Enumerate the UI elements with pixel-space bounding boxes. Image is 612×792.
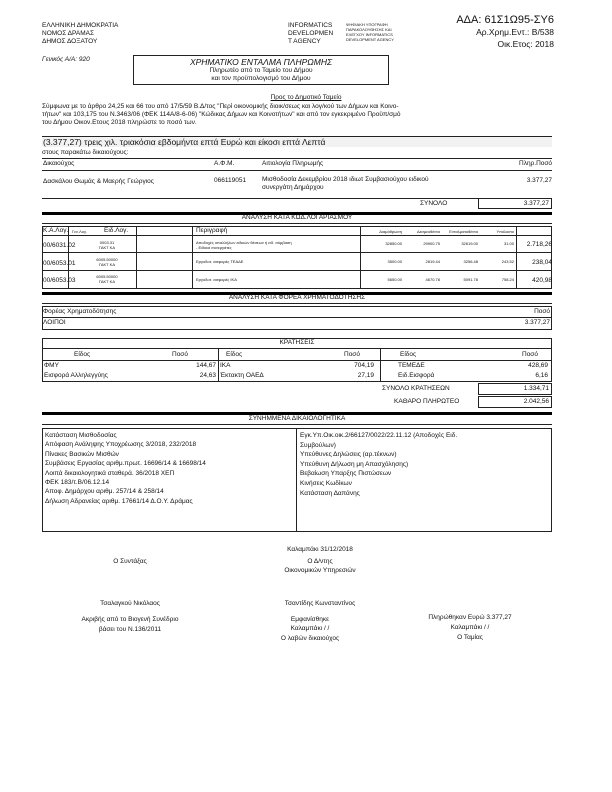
analysis-title: ΑΝΑΛΥΣΗ ΚΑΤΑ ΚΩΔ.ΛΟΓΑΡΙΑΣΜΟΥ: [241, 214, 353, 221]
committed-value: 4670.78: [425, 277, 440, 282]
deduction-col-amount: Ποσό: [522, 351, 538, 358]
col-remaining: Υπόλοιπο: [496, 229, 514, 234]
beneficiaries-total: 3.377,27: [523, 200, 549, 207]
description-line: Εργοδοτ. εισφορές ΤΕΑΔΕ: [196, 259, 244, 264]
prepared-by-name: Τσαλαγκού Νικόλαος: [100, 600, 160, 607]
agency-line: T AGENCY: [288, 38, 321, 45]
paid-place-date: Καλαμπάκι / /: [450, 624, 490, 631]
account-sub: [82, 257, 132, 267]
committed-value: 2819.44: [425, 259, 440, 264]
deduction-kind: Έκτακτη ΟΑΕΔ: [220, 372, 264, 379]
digital-signature-stamp: ΨΗΦΙΑΚΗ ΥΠΟΓΡΑΦΗ ΠΑΡΑΚΟΛΟΥΘΗΣΗΣ ΚΑΙ ΕΛΕΓΧΟΥ INFORMATICS DEVELOPMENT AGENCY: [346, 22, 394, 42]
account-amount: 2.718,26: [526, 241, 552, 248]
agency-block: [288, 22, 348, 46]
document-item: ΦΕΚ 183/τ.Β/06.12.14: [45, 479, 110, 487]
document-item: Κατάσταση Δαπάνης: [300, 489, 360, 497]
issuer-line: ΝΟΜΟΣ ΔΡΑΜΑΣ: [42, 30, 94, 37]
deduction-kind: ΙΚΑ: [220, 362, 231, 369]
col-account-code: Κ.Α.Λογ.: [43, 227, 69, 234]
deductions-table: [42, 348, 552, 382]
remaining-value: 31.00: [503, 241, 514, 246]
col-beneficiary: Δικαιούχος: [43, 160, 75, 167]
documents-title: ΣΥΝΗΜΜΕΝΑ ΔΙΚΑΙΟΛΟΓΗΤΙΚΑ: [248, 415, 346, 422]
deduction-amount: 428,69: [528, 362, 548, 369]
col-amount: Πληρ.Ποσό: [519, 160, 552, 167]
beneficiary-afm: 066119051: [214, 177, 247, 184]
funding-head-right: Ποσό: [534, 308, 550, 315]
beneficiary-reason: [262, 176, 477, 192]
warranted-value: 3256.48: [463, 259, 478, 264]
col-specific-account: Ειδ.Λογ.: [104, 227, 129, 234]
document-item: Δήλωση Αδρανείας αριθμ. 17661/14 Δ.Ο.Υ. Δράμας: [45, 497, 193, 505]
account-sub-line: ΓΑΚΤ ΚΑ: [99, 245, 115, 250]
budget-value: 5650.00: [387, 277, 402, 282]
deduction-kind: ΦΜΥ: [44, 362, 59, 369]
col-committed: Δεσμευθέντα: [416, 229, 440, 234]
deduction-kind: Εισφορά Αλληλεγγύης: [44, 372, 108, 379]
excerpt-line-1: Ακριβής από το Βιογενή Συνέδριο: [81, 616, 179, 623]
account-sub-line: 6005.50000: [96, 274, 118, 279]
funding-source: ΛΟΙΠΟΙ: [43, 319, 66, 326]
account-sub-line: ΓΑΚΤ ΚΑ: [99, 279, 115, 284]
issuer-block: [42, 22, 152, 46]
amount-in-words: (3.377,27) τρεις χιλ. τριακόσια εβδομήντα επτά Ευρώ και είκοσι επτά Λεπτά: [43, 137, 326, 147]
col-reason: Αιτιολογία Πληρωμής: [262, 160, 324, 167]
funding-table: [42, 306, 552, 330]
document-item: Πίνακες Βασικών Μισθών: [45, 450, 119, 458]
remaining-value: 758.24: [501, 277, 514, 282]
paid-line: Πληρώθηκαν Ευρώ 3.377,27: [428, 614, 512, 621]
account-amount: 420,98: [532, 277, 552, 284]
description-line: Εργοδοτ. εισφορές ΙΚΑ: [196, 277, 237, 282]
account-sub-line: 0003.31: [99, 240, 115, 245]
document-item: Υπεύθυνες Δηλώσεις (αρ.τέκνων): [300, 451, 397, 459]
documents-left: [45, 431, 293, 506]
document-item: Εγκ.Υπ.Οικ.οικ.2/66127/0022/22.11.12 (Αποδοχές Ειδ.: [300, 432, 458, 439]
funding-title: ΑΝΑΛΥΣΗ ΚΑΤΑ ΦΟΡΕΑ ΧΡΗΜΑΤΟΔΟΤΗΣΗΣ: [228, 294, 366, 301]
deduction-amount: 6,16: [535, 372, 548, 379]
prepared-by-title: Ο Συντάξας: [113, 558, 147, 565]
document-item: Απόφαση Ανάληψης Υποχρέωσης 3/2018, 232/2018: [45, 441, 197, 449]
description-line: - Ειδικοί συνεργάτες: [196, 245, 232, 250]
document-item: Κατάσταση Μισθοδοσίας: [45, 432, 117, 439]
documents-right: [300, 431, 550, 498]
budget-value: 3500.00: [387, 259, 402, 264]
agency-line: INFORMATICS: [288, 22, 333, 29]
beneficiary-name: Δασκάλου Θωμάς & Μαερής Γεώργιος: [43, 178, 154, 185]
account-description: [196, 277, 358, 282]
director-name: Τσαντίδης Κωνσταντίνος: [284, 600, 356, 607]
col-general-account: Γεν.Λογ.: [72, 229, 88, 234]
net-payable-box: [478, 396, 552, 408]
director-title: Ο Δ/ντης: [307, 558, 333, 565]
deductions-total-box: [478, 383, 552, 395]
document-item: Αποφ. Δημάρχου αριθμ. 257/14 & 258/14: [45, 488, 164, 496]
intro-line: τήτων" και 103,175 του Ν.3463/06 (ΦΕΚ 114Α/8-6-06) "Κώδικας Δήμων και Κοινοτήτων" και από τον εγκεκριμένο Προϋπ/σμό: [42, 111, 401, 118]
account-sub: [82, 240, 132, 250]
document-title: ΧΡΗΜΑΤΙΚΟ ΕΝΤΑΛΜΑ ΠΛΗΡΩΜΗΣ: [189, 57, 333, 67]
reason-line: Μισθοδοσία Δεκεμβρίου 2018 ιδιωτ Συμβασιούχου ειδικού: [262, 176, 429, 183]
ada-code: ΑΔΑ: 61Σ1Ω95-ΣΥ6: [456, 14, 554, 26]
document-item: Υπεύθυνη Δήλωση μη Απασχόλησης): [300, 460, 409, 468]
document-item: Συμβάσεις Εργασίας αριθμ.πρωτ. 16696/14 & 16698/14: [45, 460, 206, 468]
excerpt-line-2: βάσει του Ν.136/2011: [98, 626, 162, 633]
warranted-value: 32619.00: [461, 241, 478, 246]
received-place-date: Καλαμπάκι / /: [290, 625, 330, 632]
beneficiaries-total-box: [478, 198, 552, 209]
title-line-1: Πληρωτέο από το Ταμείο του Δήμου: [209, 67, 313, 74]
fiscal-year: Οικ.Ετος: 2018: [497, 39, 554, 49]
deduction-col-kind: Είδος: [226, 351, 243, 358]
beneficiary-amount: 3.377,27: [526, 177, 552, 184]
deductions-total: 1.334,71: [523, 385, 549, 392]
col-budget: Διαμόθρωση: [379, 229, 402, 234]
deduction-amount: 144,67: [196, 362, 216, 369]
col-afm: Α.Φ.Μ.: [214, 160, 235, 167]
description-line: Αποδοχές υπαλλήλων ειδικών θέσεων ή ειδ. σύμβαση: [196, 240, 292, 245]
account-sub-line: ΓΑΚΤ ΚΑ: [99, 262, 115, 267]
net-payable: 2.042,56: [523, 398, 549, 405]
deduction-kind: Ειδ.Εισφορά: [398, 372, 435, 379]
beneficiaries-label: στους παρακάτω δικαιούχους:: [42, 149, 129, 156]
account-amount: 238,04: [532, 259, 552, 266]
funding-amount: 3.377,27: [524, 319, 550, 326]
beneficiary-signature: Ο λαβών δικαιούχος: [280, 635, 340, 642]
deduction-col-amount: Ποσό: [172, 351, 188, 358]
intro-line: Σύμφωνα με το άρθρο 24,25 και 66 του από 17/5/59 Β.Δ/τος "Περί οικονομικής διοικ/σεως και λογ/κού των Δήμων και Κοινο-: [42, 103, 399, 110]
issuer-line: ΕΛΛΗΝΙΚΗ ΔΗΜΟΚΡΑΤΙΑ: [42, 22, 119, 29]
deduction-amount: 704,19: [354, 362, 374, 369]
account-code: 00/6053.01: [43, 260, 76, 267]
signature-date: Καλαμπάκι 31/12/2018: [287, 546, 353, 553]
deduction-col-kind: Είδος: [400, 351, 417, 358]
deduction-amount: 24,63: [199, 372, 216, 379]
account-description: [196, 259, 358, 264]
account-code: 00/6053.03: [43, 277, 76, 284]
funding-head-left: Φορέας Χρηματοδότησης: [43, 308, 117, 315]
beneficiaries-total-label: ΣΥΝΟΛΟ: [420, 200, 448, 207]
account-code: 00/6031.02: [43, 242, 76, 249]
remaining-value: 243.52: [501, 259, 514, 264]
entry-number: Αρ.Χρημ.Εντ.: Β/538: [476, 27, 554, 37]
treasurer-signature: Ο Ταμίας: [457, 634, 483, 641]
agency-line: DEVELOPMEN: [288, 30, 334, 37]
account-sub: [82, 274, 132, 284]
document-item: Βεβαίωση Υπαρξης Πιστώσεων: [300, 470, 392, 478]
reason-line: συνεργάτη Δημάρχου: [262, 184, 324, 191]
account-description: [196, 240, 358, 250]
title-line-2: και τον προϋπολογισμό του Δήμου: [211, 75, 311, 82]
committed-value: 29900.75: [423, 241, 440, 246]
document-item: Λοιπά δικαιολογητικά σταθερά. 36/2018 ΧΕΠ: [45, 469, 175, 477]
net-payable-label: ΚΑΘΑΡΟ ΠΛΗΡΩΤΕΟ: [394, 398, 460, 405]
budget-value: 32850.00: [385, 241, 402, 246]
col-description: Περιγραφή: [196, 227, 228, 234]
cashier-line: Προς το Δημοτικό Ταμείο: [270, 94, 342, 101]
issuer-line: ΔΗΜΟΣ ΔΟΞΑΤΟΥ: [42, 38, 98, 45]
director-subtitle: Οικονομικών Υπηρεσιών: [284, 567, 356, 574]
received-label: Εμφανίσθηκε: [290, 616, 330, 623]
deductions-title-box: [42, 338, 552, 348]
general-am: Γενικός Α/Α: 920: [42, 56, 90, 63]
deduction-col-kind: Είδος: [74, 351, 91, 358]
document-item: Κινήσεις Κωδίκων: [300, 479, 352, 487]
deductions-title: ΚΡΑΤΗΣΕΙΣ: [279, 339, 315, 346]
col-warranted: Ενταλματοθέντα: [449, 229, 478, 234]
document-item: Συμβούλων): [300, 441, 336, 449]
intro-line: του Δήμου Οικον.Ετους 2018 πληρώστε το ποσό των.: [42, 119, 197, 126]
amount-words-band: [42, 136, 552, 147]
account-sub-line: 6005.50000: [96, 257, 118, 262]
warranted-value: 5091.78: [463, 277, 478, 282]
deduction-kind: ΤΕΜΕΔΕ: [398, 362, 425, 369]
title-box: [133, 55, 389, 85]
intro-text: [42, 103, 572, 127]
deduction-amount: 27,19: [357, 372, 374, 379]
deductions-total-label: ΣΥΝΟΛΟ ΚΡΑΤΗΣΕΩΝ: [382, 385, 450, 392]
deduction-col-amount: Ποσό: [344, 351, 360, 358]
